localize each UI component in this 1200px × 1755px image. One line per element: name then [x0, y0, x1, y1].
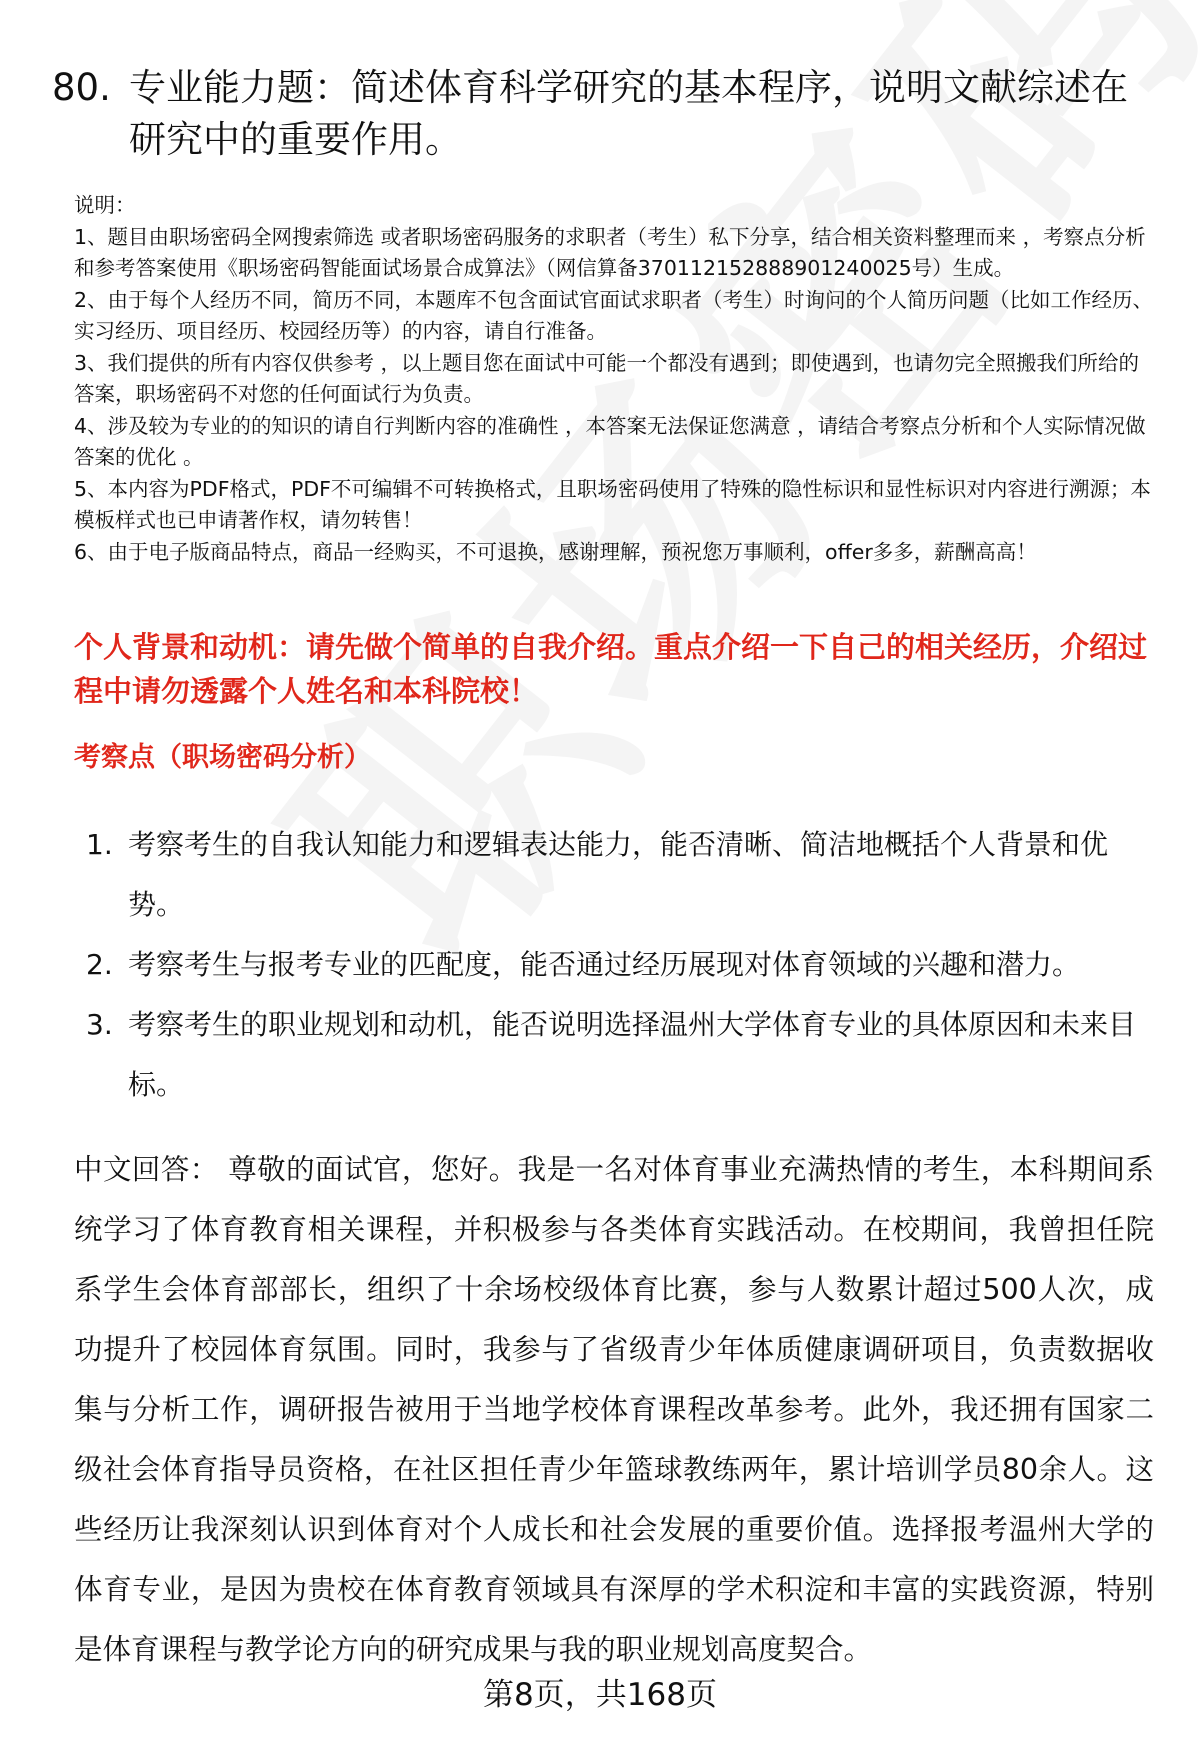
background-heading: 个人背景和动机：请先做个简单的自我介绍。重点介绍一下自己的相关经历，介绍过程中请勿透露个人姓名和本科院校！	[74, 630, 1148, 708]
notes-section	[74, 190, 1154, 568]
point-number: 2.	[86, 948, 113, 981]
point-text: 考察考生的职业规划和动机，能否说明选择温州大学体育专业的具体原因和未来目标。	[128, 1008, 1137, 1101]
point-text: 考察考生的自我认知能力和逻辑表达能力，能否清晰、简洁地概括个人背景和优势。	[128, 828, 1109, 921]
question-text: 专业能力题：简述体育科学研究的基本程序，说明文献综述在研究中的重要作用。	[129, 66, 1128, 161]
list-item	[86, 935, 1156, 995]
note-item: 2、由于每个人经历不同，简历不同，本题库不包含面试官面试求职者（考生）时询问的个人简历问题（比如工作经历、实习经历、项目经历、校园经历等）的内容，请自行准备。	[74, 287, 1154, 343]
list-item	[86, 815, 1156, 935]
page-footer: 第8页，共168页	[483, 1677, 717, 1713]
question-number: 80.	[52, 66, 111, 109]
note-item: 3、我们提供的所有内容仅供参考 ，以上题目您在面试中可能一个都没有遇到；即使遇到，也请勿完全照搬我们所给的答案，职场密码不对您的任何面试行为负责。	[74, 350, 1140, 406]
point-text: 考察考生与报考专业的匹配度，能否通过经历展现对体育领域的兴趣和潜力。	[128, 948, 1081, 981]
analysis-points	[86, 815, 1156, 1115]
note-item: 4、涉及较为专业的的知识的请自行判断内容的准确性 ，本答案无法保证您满意 ，请结合考察点分析和个人实际情况做答案的优化 。	[74, 413, 1146, 469]
note-item: 1、题目由职场密码全网搜索筛选 或者职场密码服务的求职者（考生）私下分享，结合相关资料整理而来 ，考察点分析和参考答案使用《职场密码智能面试场景合成算法》（网信算备370112152888901240025号）生成。	[74, 224, 1146, 280]
list-item	[86, 995, 1156, 1115]
note-item: 5、本内容为PDF格式，PDF不可编辑不可转换格式，且职场密码使用了特殊的隐性标识和显性标识对内容进行溯源；本模板样式也已申请著作权，请勿转售！	[74, 476, 1151, 532]
notes-title: 说明：	[74, 193, 136, 217]
question-title	[52, 62, 1152, 166]
point-number: 3.	[86, 1008, 113, 1041]
answer-paragraph: 中文回答： 尊敬的面试官，您好。我是一名对体育事业充满热情的考生，本科期间系统学习了体育教育相关课程，并积极参与各类体育实践活动。在校期间，我曾担任院系学生会体育部部长，组织了十余场校级体育比赛，参与人数累计超过500人次，成功提升了校园体育氛围。同时，我参与了省级青少年体质健康调研项目，负责数据收集与分析工作，调研报告被用于当地学校体育课程改革参考。此外，我还拥有国家二级社会体育指导员资格，在社区担任青少年篮球教练两年，累计培训学员80余人。这些经历让我深刻认识到体育对个人成长和社会发展的重要价值。选择报考温州大学的体育专业，是因为贵校在体育教育领域具有深厚的学术积淀和丰富的实践资源，特别是体育课程与教学论方向的研究成果与我的职业规划高度契合。	[74, 1153, 1154, 1666]
point-number: 1.	[86, 828, 113, 861]
note-item: 6、由于电子版商品特点，商品一经购买，不可退换，感谢理解，预祝您万事顺利，offer多多，薪酬高高！	[74, 539, 1037, 564]
analysis-heading: 考察点（职场密码分析）	[74, 742, 371, 773]
